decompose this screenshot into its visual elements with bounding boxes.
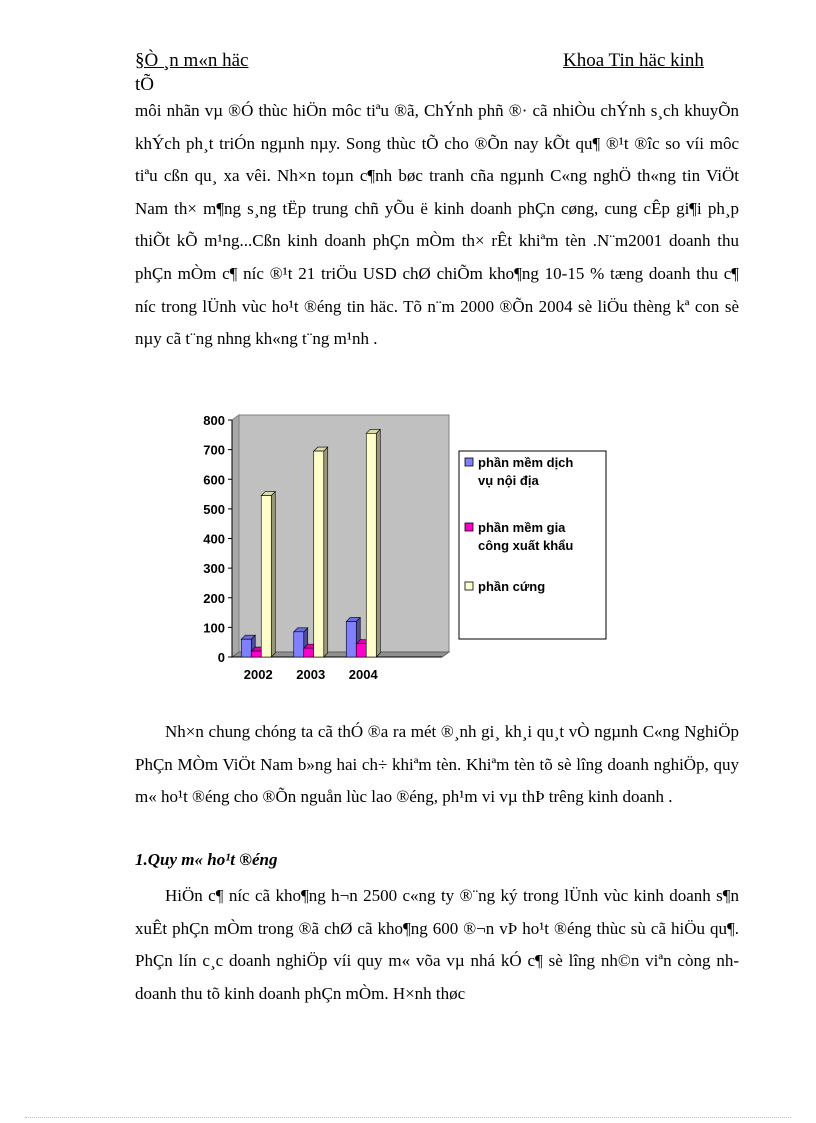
- legend-swatch: [465, 523, 473, 531]
- legend-swatch: [465, 582, 473, 590]
- y-tick-label: 400: [203, 531, 225, 547]
- chart-legend: [459, 451, 606, 639]
- chart-side-wall: [232, 415, 239, 657]
- page-bottom-rule: [25, 1117, 791, 1118]
- legend-label: phần cứng: [478, 579, 546, 594]
- bar: [261, 492, 275, 657]
- body-paragraph: Nh×n chung chóng ta cã thÓ ®a ra mét ®¸nh gi¸ kh¸i qu¸t vÒ ngµnh C«ng NghiÖp PhÇn MÒm ViÖt Nam b»ng hai ch÷ khiªm tèn. Khiªm tèn tõ sè lîng doanh nghiÖp, quy m« ho¹t ®éng cho ®Õn nguån lùc lao ®éng, ph¹m vi vµ thÞ trêng kinh doanh .: [135, 722, 739, 807]
- legend-swatch: [465, 458, 473, 466]
- y-tick-label: 600: [203, 472, 225, 488]
- header-faculty: Khoa Tin häc kinh: [563, 50, 704, 71]
- chart-x-labels: [244, 667, 379, 682]
- bar: [314, 447, 328, 657]
- bar-chart: [180, 405, 610, 690]
- y-tick-label: 0: [217, 650, 225, 665]
- legend-label: công xuất khẩu: [478, 538, 574, 553]
- y-tick-label: 200: [203, 590, 225, 606]
- x-category-label: 2002: [243, 667, 273, 682]
- section-heading: 1.Quy m« ho¹t ®éng: [135, 850, 278, 869]
- y-tick-label: 700: [203, 442, 225, 458]
- y-tick-label: 100: [203, 620, 225, 636]
- bar: [366, 429, 380, 657]
- header-course-title: §Ò ¸n m«n häc: [135, 50, 249, 71]
- body-paragraph: HiÖn c¶ níc cã kho¶ng h¬n 2500 c«ng ty ®¨ng ký trong lÜnh vùc kinh doanh s¶n xuÊt phÇn mÒm trong ®ã chØ cã kho¶ng 600 ®¬n vÞ ho¹t ®éng thùc sù cã hiÖu qu¶. PhÇn lín c¸c doanh nghiÖp víi quy m« võa vµ nhá kÓ c¶ sè lîng nh©n viªn còng nh doanh thu tõ kinh doanh phÇn mÒm. H×nh thøc: [135, 886, 739, 1003]
- x-category-label: 2003: [296, 667, 326, 682]
- legend-label: phần mềm dịch: [478, 455, 574, 470]
- y-tick-label: 500: [203, 501, 225, 517]
- y-tick-label: 800: [203, 413, 225, 428]
- y-tick-label: 300: [203, 561, 225, 577]
- body-paragraph: môi nhãn vµ ®Ó thùc hiÖn môc tiªu ®ã, ChÝnh phñ ®· cã nhiÒu chÝnh s¸ch khuyÕn khÝch ph¸t triÓn ngµnh nµy. Song thùc tÕ cho ®Õn nay kÕt qu¶ ®¹t ®îc so víi môc tiªu cßn qu¸ xa vêi. Nh×n toµn c¶nh bøc tranh cña ngµnh C«ng nghÖ th«ng tin ViÖt Nam th× m¶ng s¸ng tËp trung chñ yÕu ë kinh doanh phÇn cøng, cung cÊp gi¶i ph¸p thiÕt kÕ m¹ng...Cßn kinh doanh phÇn mÒm th× rÊt khiªm tèn .N¨m2001 doanh thu phÇn mÒm c¶ níc ®¹t 21 triÖu USD chØ chiÕm kho¶ng 10-15 % tæng doanh thu c¶ níc trong lÜnh vùc ho¹t ®éng tin häc. Tõ n¨m 2000 ®Õn 2004 sè liÖu thèng kª con sè nµy cã t¨ng nhng kh«ng t¨ng m¹nh .: [135, 101, 739, 349]
- x-category-label: 2004: [348, 667, 378, 682]
- header-faculty-continuation: tÕ: [135, 74, 154, 95]
- chart-y-ticks: [203, 413, 232, 665]
- legend-label: phần mềm gia: [478, 520, 566, 535]
- legend-label: vụ nội địa: [478, 473, 539, 488]
